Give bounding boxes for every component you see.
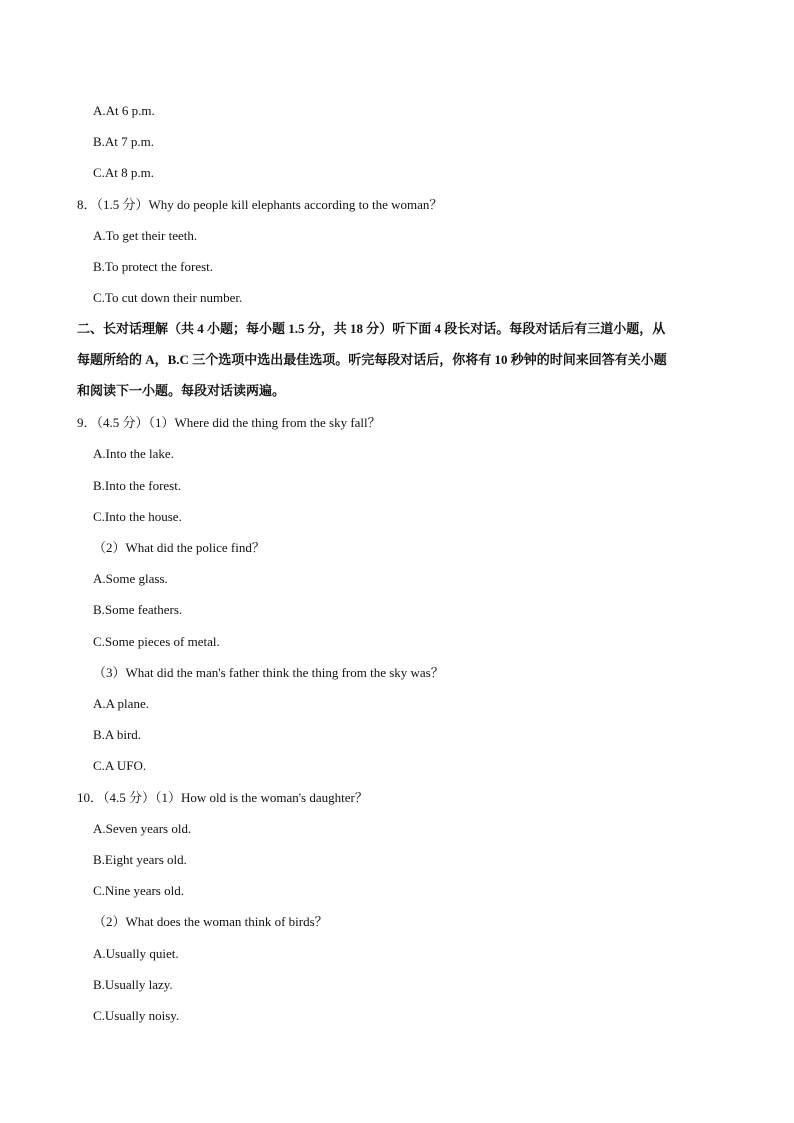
q9-sub-2: （2）What did the police find？	[93, 540, 265, 555]
q10-2-option-c: C.Usually noisy.	[93, 1008, 180, 1023]
q10-1-option-b: B.Eight years old.	[93, 852, 187, 867]
section2-line-1: 二、长对话理解（共 4 小题；每小题 1.5 分，共 18 分）听下面 4 段长对话。每段对话后有三道小题，从	[77, 321, 666, 336]
q7-option-b: B.At 7 p.m.	[93, 134, 155, 149]
section2-line-2: 每题所给的 A，B.C 三个选项中选出最佳选项。听完每段对话后，你将有 10 秒钟的时间来回答有关小题	[77, 352, 667, 367]
q10-1-option-a: A.Seven years old.	[93, 821, 192, 836]
q10-1-option-c: C.Nine years old.	[93, 883, 184, 898]
q10-2-option-a: A.Usually quiet.	[93, 946, 179, 961]
q9-3-option-a: A.A plane.	[93, 696, 149, 711]
q9-stem: 9．（4.5 分）（1）Where did the thing from the sky fall？	[77, 415, 381, 430]
q10-2-option-b: B.Usually lazy.	[93, 977, 173, 992]
q9-2-option-c: C.Some pieces of metal.	[93, 634, 220, 649]
q10-stem: 10．（4.5 分）（1）How old is the woman's daughter？	[77, 790, 368, 805]
q7-option-a: A.At 6 p.m.	[93, 103, 155, 118]
q8-option-c: C.To cut down their number.	[93, 290, 243, 305]
q8-option-b: B.To protect the forest.	[93, 259, 214, 274]
q10-sub-2: （2）What does the woman think of birds？	[93, 914, 328, 929]
q9-3-option-c: C.A UFO.	[93, 758, 147, 773]
q9-1-option-b: B.Into the forest.	[93, 478, 182, 493]
q9-sub-3: （3）What did the man's father think the thing from the sky was？	[93, 665, 444, 680]
q9-2-option-b: B.Some feathers.	[93, 602, 183, 617]
q9-1-option-a: A.Into the lake.	[93, 446, 174, 461]
q8-stem: 8．（1.5 分）Why do people kill elephants according to the woman？	[77, 197, 443, 212]
q8-option-a: A.To get their teeth.	[93, 228, 198, 243]
section2-line-3: 和阅读下一小题。每段对话读两遍。	[77, 383, 286, 398]
q9-2-option-a: A.Some glass.	[93, 571, 168, 586]
q9-3-option-b: B.A bird.	[93, 727, 142, 742]
q9-1-option-c: C.Into the house.	[93, 509, 182, 524]
q7-option-c: C.At 8 p.m.	[93, 165, 155, 180]
